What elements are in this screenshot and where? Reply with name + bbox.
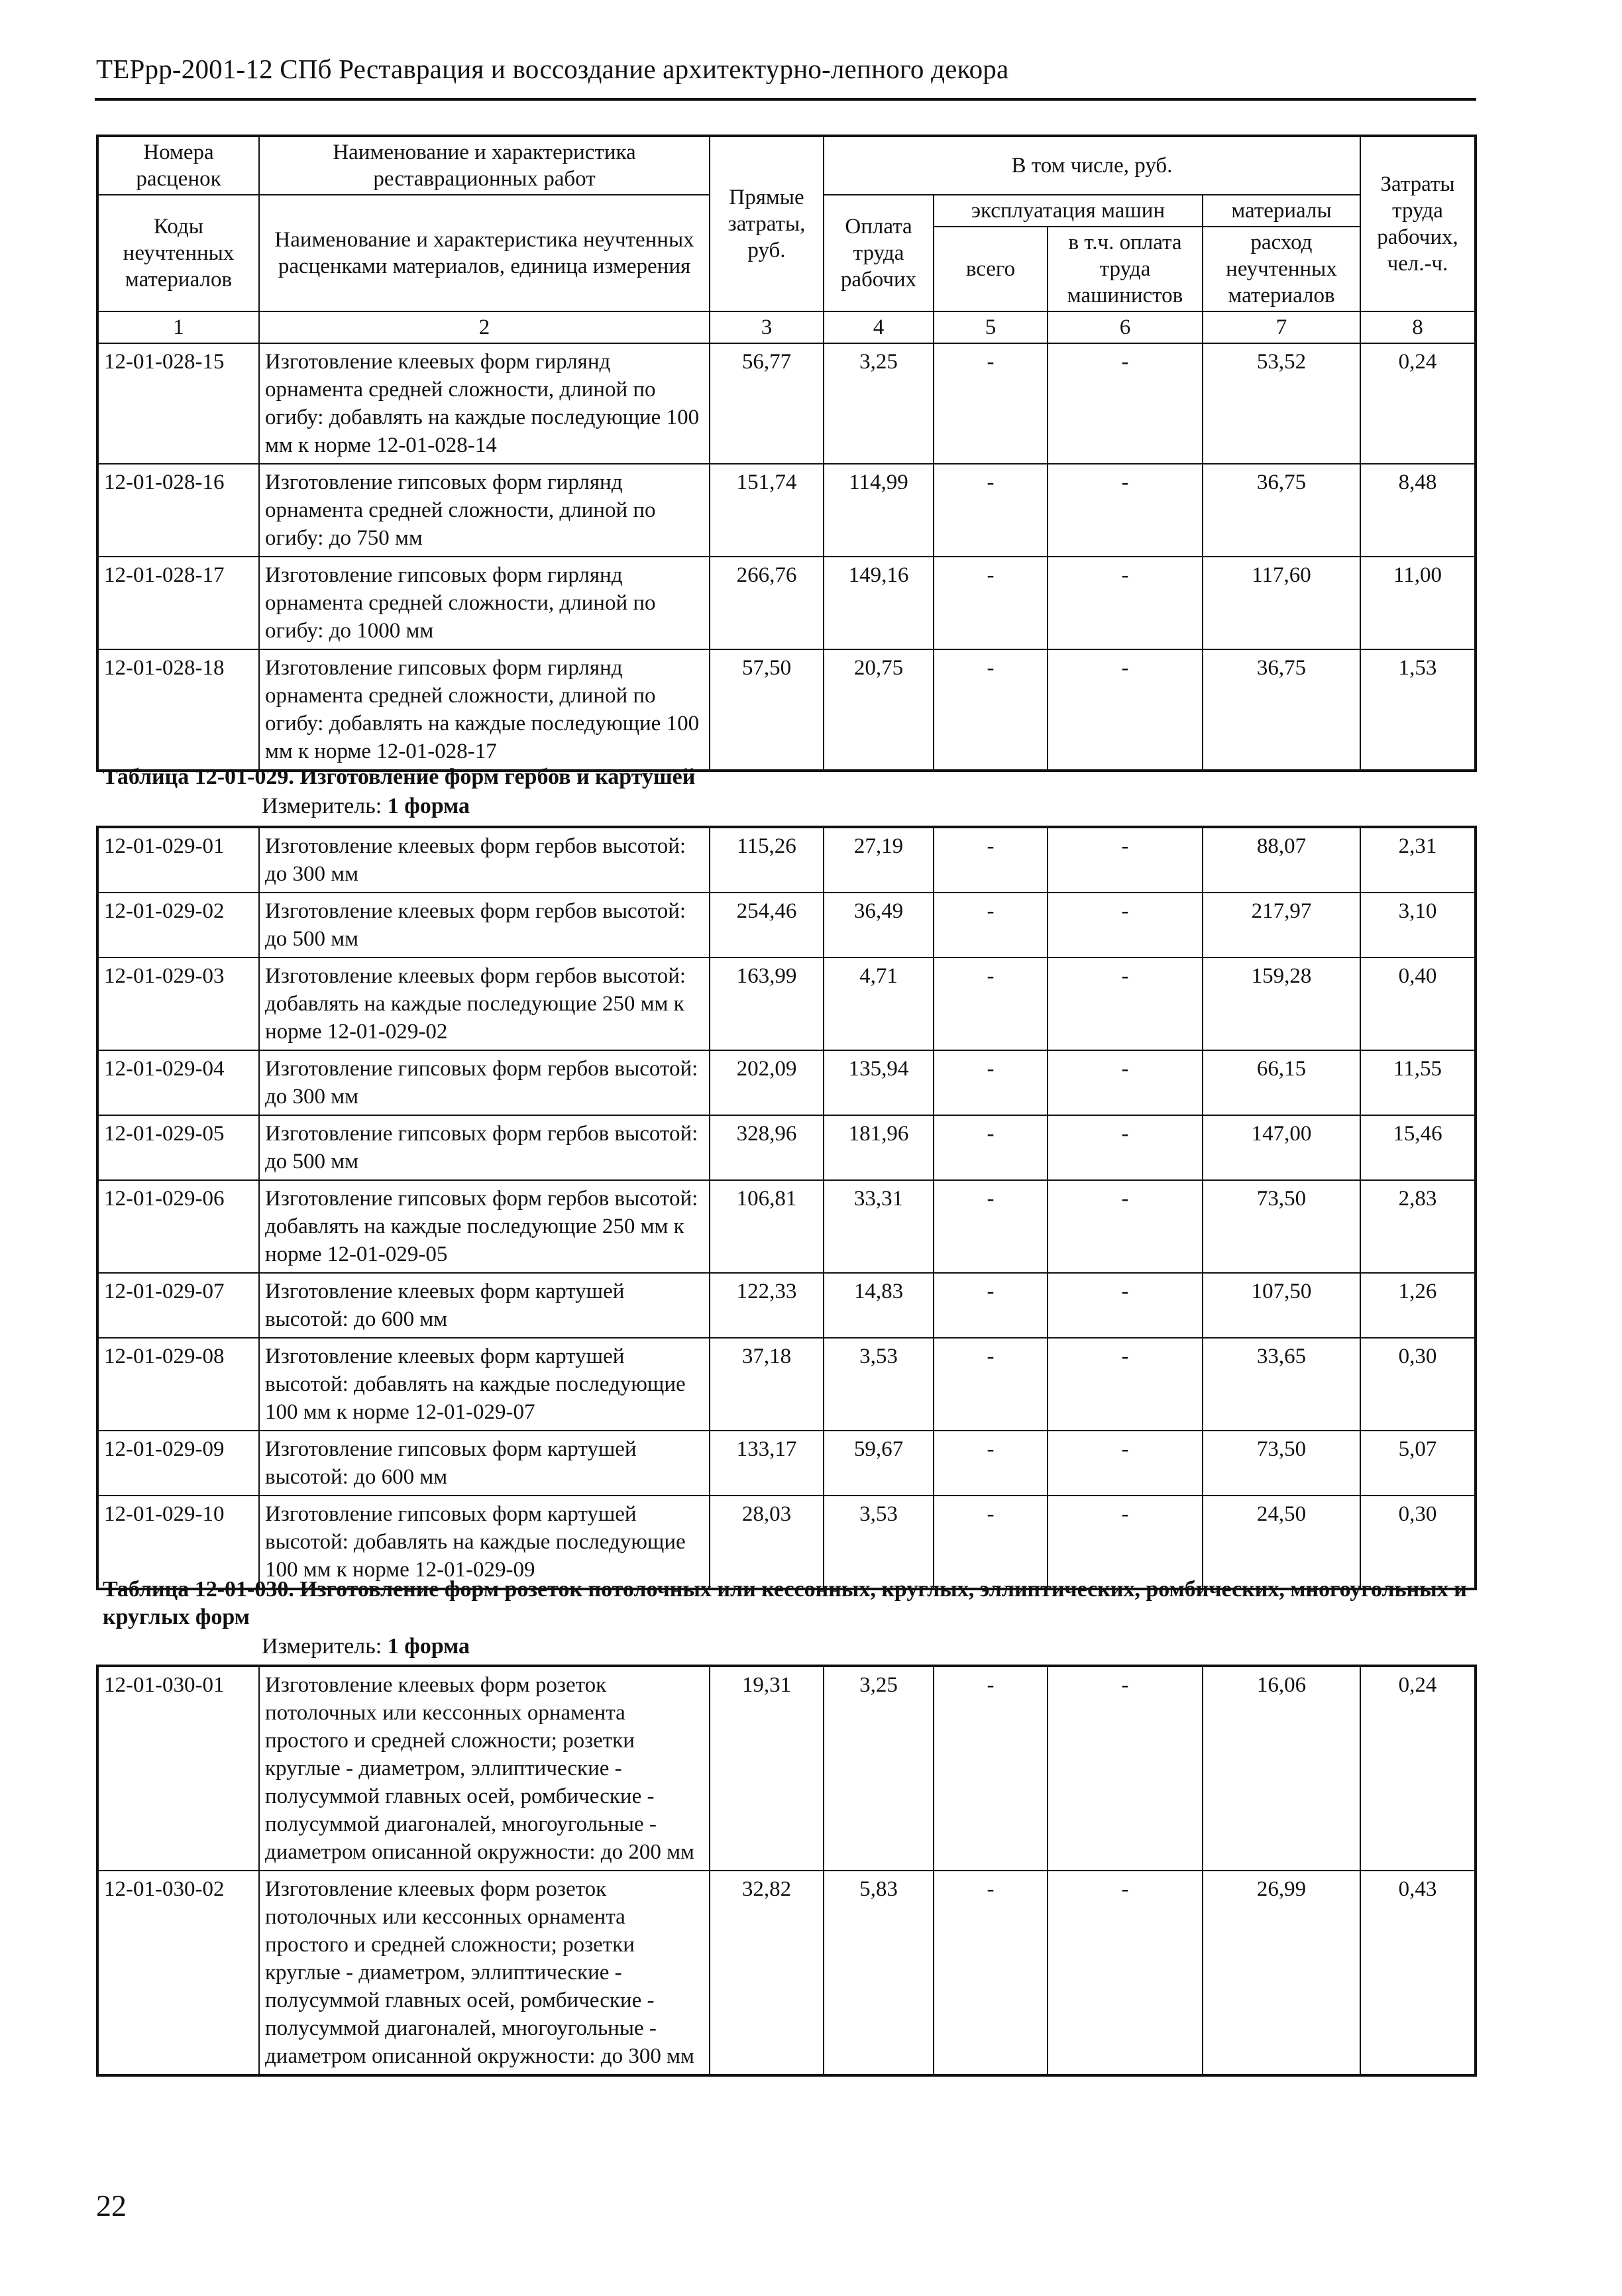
table-029 [96,826,1477,1590]
machine-labor: - [1048,1431,1203,1496]
rate-code: 12-01-029-02 [97,893,259,957]
header-materials: материалы [1203,195,1360,227]
materials-cost: 73,50 [1203,1180,1360,1273]
labor-pay: 36,49 [824,893,934,957]
machine-labor: - [1048,1273,1203,1338]
direct-costs: 37,18 [710,1338,824,1431]
direct-costs: 328,96 [710,1115,824,1180]
table-row [97,1431,1476,1496]
labor-hours: 0,24 [1360,1666,1476,1871]
labor-hours: 5,07 [1360,1431,1476,1496]
table-row [97,464,1476,557]
materials-cost: 107,50 [1203,1273,1360,1338]
table-row [97,1338,1476,1431]
work-description: Изготовление клеевых форм гербов высотой: добавлять на каждые последующие 250 мм к норме 12-01-029-02 [259,957,710,1050]
table-row [97,1050,1476,1115]
rate-code: 12-01-029-08 [97,1338,259,1431]
unit-value: 1 форма [387,794,470,818]
column-number: 3 [710,311,824,343]
direct-costs: 266,76 [710,557,824,649]
materials-cost: 53,52 [1203,343,1360,464]
unit-label: Измеритель: [262,794,382,818]
direct-costs: 32,82 [710,1871,824,2075]
rate-code: 12-01-029-03 [97,957,259,1050]
rate-code: 12-01-030-02 [97,1871,259,2075]
labor-hours: 8,48 [1360,464,1476,557]
table-row [97,557,1476,649]
direct-costs: 19,31 [710,1666,824,1871]
machine-total: - [934,649,1048,771]
materials-cost: 73,50 [1203,1431,1360,1496]
machine-labor: - [1048,957,1203,1050]
machine-total: - [934,1050,1048,1115]
labor-hours: 0,30 [1360,1338,1476,1431]
column-number: 6 [1048,311,1203,343]
direct-costs: 56,77 [710,343,824,464]
table-029-unit [262,793,470,820]
machine-labor: - [1048,1871,1203,2075]
table-row [97,1273,1476,1338]
table-row [97,1871,1476,2075]
labor-hours: 2,31 [1360,827,1476,893]
materials-cost: 36,75 [1203,649,1360,771]
rate-code: 12-01-029-06 [97,1180,259,1273]
work-description: Изготовление клеевых форм гирлянд орнамента средней сложности, длиной по огибу: добавлять на каждые последующие 100 мм к норме 12-01-028-14 [259,343,710,464]
column-numbers-row [97,311,1476,343]
header-name-bottom: Наименование и характеристика неучтенных расценками материалов, единица измерения [259,195,710,311]
labor-hours: 0,40 [1360,957,1476,1050]
work-description: Изготовление клеевых форм гербов высотой: до 300 мм [259,827,710,893]
labor-pay: 14,83 [824,1273,934,1338]
table-row [97,1180,1476,1273]
table-row [97,1666,1476,1871]
materials-cost: 26,99 [1203,1871,1360,2075]
table-row [97,827,1476,893]
labor-pay: 4,71 [824,957,934,1050]
direct-costs: 163,99 [710,957,824,1050]
work-description: Изготовление гипсовых форм картушей высотой: до 600 мм [259,1431,710,1496]
machine-total: - [934,893,1048,957]
table-row [97,957,1476,1050]
header-labor-hours: Затраты труда рабочих, чел.-ч. [1360,136,1476,311]
machine-total: - [934,1180,1048,1273]
machine-labor: - [1048,649,1203,771]
labor-pay: 5,83 [824,1871,934,2075]
labor-pay: 114,99 [824,464,934,557]
labor-pay: 33,31 [824,1180,934,1273]
labor-hours: 0,43 [1360,1871,1476,2075]
machine-labor: - [1048,1496,1203,1589]
work-description: Изготовление клеевых форм картушей высотой: до 600 мм [259,1273,710,1338]
work-description: Изготовление гипсовых форм гирлянд орнамента средней сложности, длиной по огибу: до 1000 мм [259,557,710,649]
page-title: ТЕРрр-2001-12 СПб Реставрация и воссоздание архитектурно-лепного декора [96,54,1009,84]
rate-code: 12-01-029-01 [97,827,259,893]
rate-code: 12-01-028-15 [97,343,259,464]
rate-code: 12-01-029-10 [97,1496,259,1589]
column-number: 1 [97,311,259,343]
header-labor-pay: Оплата труда рабочих [824,195,934,311]
work-description: Изготовление гипсовых форм гербов высотой: добавлять на каждые последующие 250 мм к норме 12-01-029-05 [259,1180,710,1273]
machine-labor: - [1048,343,1203,464]
header-codes-top: Номера расценок [97,136,259,195]
direct-costs: 151,74 [710,464,824,557]
table-row [97,343,1476,464]
machine-total: - [934,1273,1048,1338]
section-028-body [97,343,1476,771]
labor-pay: 3,53 [824,1338,934,1431]
machine-labor: - [1048,1338,1203,1431]
labor-pay: 135,94 [824,1050,934,1115]
header-codes-bottom: Коды неучтенных материалов [97,195,259,311]
work-description: Изготовление гипсовых форм гербов высотой: до 300 мм [259,1050,710,1115]
table-029-caption: Таблица 12-01-029. Изготовление форм гербов и картушей [103,765,696,789]
labor-pay: 59,67 [824,1431,934,1496]
work-description: Изготовление клеевых форм картушей высотой: добавлять на каждые последующие 100 мм к норме 12-01-029-07 [259,1338,710,1431]
materials-cost: 16,06 [1203,1666,1360,1871]
column-number: 8 [1360,311,1476,343]
machine-total: - [934,827,1048,893]
machine-total: - [934,1871,1048,2075]
machine-total: - [934,1666,1048,1871]
table-row [97,649,1476,771]
labor-hours: 1,53 [1360,649,1476,771]
materials-cost: 33,65 [1203,1338,1360,1431]
direct-costs: 122,33 [710,1273,824,1338]
header-materials-unaccounted: расход неучтенных материалов [1203,227,1360,311]
work-description: Изготовление клеевых форм гербов высотой: до 500 мм [259,893,710,957]
work-description: Изготовление гипсовых форм гербов высотой: до 500 мм [259,1115,710,1180]
labor-hours: 11,00 [1360,557,1476,649]
unit-value: 1 форма [387,1634,470,1659]
machine-labor: - [1048,1050,1203,1115]
rate-code: 12-01-029-04 [97,1050,259,1115]
machine-labor: - [1048,893,1203,957]
rate-code: 12-01-028-17 [97,557,259,649]
work-description: Изготовление гипсовых форм картушей высотой: добавлять на каждые последующие 100 мм к норме 12-01-029-09 [259,1496,710,1589]
table-row [97,1115,1476,1180]
work-description: Изготовление гипсовых форм гирлянд орнамента средней сложности, длиной по огибу: до 750 мм [259,464,710,557]
header-including: В том числе, руб. [824,136,1360,195]
labor-pay: 3,25 [824,343,934,464]
table-030-unit [262,1633,470,1661]
machine-labor: - [1048,827,1203,893]
rate-code: 12-01-029-07 [97,1273,259,1338]
title-divider [95,98,1476,101]
machine-labor: - [1048,1180,1203,1273]
materials-cost: 36,75 [1203,464,1360,557]
work-description: Изготовление гипсовых форм гирлянд орнамента средней сложности, длиной по огибу: добавлять на каждые последующие 100 мм к норме 12-01-028-17 [259,649,710,771]
direct-costs: 28,03 [710,1496,824,1589]
labor-pay: 3,53 [824,1496,934,1589]
machine-labor: - [1048,464,1203,557]
materials-cost: 217,97 [1203,893,1360,957]
labor-hours: 15,46 [1360,1115,1476,1180]
section-029-body [97,827,1476,1589]
machine-total: - [934,1338,1048,1431]
rate-code: 12-01-029-05 [97,1115,259,1180]
machine-labor: - [1048,557,1203,649]
column-number: 2 [259,311,710,343]
rate-code: 12-01-028-18 [97,649,259,771]
header-machine-labor: в т.ч. оплата труда машинистов [1048,227,1203,311]
materials-cost: 147,00 [1203,1115,1360,1180]
machine-labor: - [1048,1666,1203,1871]
table-row [97,893,1476,957]
labor-hours: 3,10 [1360,893,1476,957]
labor-pay: 3,25 [824,1666,934,1871]
direct-costs: 254,46 [710,893,824,957]
materials-cost: 159,28 [1203,957,1360,1050]
table-030-caption: Таблица 12-01-030. Изготовление форм розеток потолочных или кессонных, круглых, эллиптических, ромбических, многоугольных и круглых форм [103,1577,1467,1629]
rate-code: 12-01-028-16 [97,464,259,557]
labor-hours: 2,83 [1360,1180,1476,1273]
machine-total: - [934,1115,1048,1180]
header-name-top: Наименование и характеристика реставрационных работ [259,136,710,195]
table-row [97,1496,1476,1589]
machine-total: - [934,343,1048,464]
labor-pay: 27,19 [824,827,934,893]
materials-cost: 117,60 [1203,557,1360,649]
header-machine-total: всего [934,227,1048,311]
page-number: 22 [96,2189,127,2222]
direct-costs: 115,26 [710,827,824,893]
header-table [96,135,1477,772]
rate-code: 12-01-030-01 [97,1666,259,1871]
materials-cost: 24,50 [1203,1496,1360,1589]
column-number: 7 [1203,311,1360,343]
labor-hours: 0,30 [1360,1496,1476,1589]
machine-total: - [934,557,1048,649]
column-number: 5 [934,311,1048,343]
materials-cost: 88,07 [1203,827,1360,893]
direct-costs: 133,17 [710,1431,824,1496]
section-030-body [97,1666,1476,2075]
table-030 [96,1665,1477,2077]
machine-total: - [934,1496,1048,1589]
work-description: Изготовление клеевых форм розеток потолочных или кессонных орнамента простого и средней сложности; розетки круглые - диаметром, эллиптические - полусуммой главных осей, ромбические - полусуммой диагоналей, многоугольные - диаметром описанной окружности: до 300 мм [259,1871,710,2075]
labor-hours: 1,26 [1360,1273,1476,1338]
work-description: Изготовление клеевых форм розеток потолочных или кессонных орнамента простого и средней сложности; розетки круглые - диаметром, эллиптические - полусуммой главных осей, ромбические - полусуммой диагоналей, многоугольные - диаметром описанной окружности: до 200 мм [259,1666,710,1871]
machine-total: - [934,1431,1048,1496]
header-machine-ops: эксплуатация машин [934,195,1203,227]
labor-hours: 11,55 [1360,1050,1476,1115]
labor-pay: 149,16 [824,557,934,649]
machine-total: - [934,464,1048,557]
header-direct-costs: Прямые затраты, руб. [710,136,824,311]
column-number: 4 [824,311,934,343]
unit-label: Измеритель: [262,1634,382,1659]
rate-code: 12-01-029-09 [97,1431,259,1496]
labor-hours: 0,24 [1360,343,1476,464]
labor-pay: 181,96 [824,1115,934,1180]
materials-cost: 66,15 [1203,1050,1360,1115]
direct-costs: 202,09 [710,1050,824,1115]
machine-total: - [934,957,1048,1050]
machine-labor: - [1048,1115,1203,1180]
direct-costs: 57,50 [710,649,824,771]
direct-costs: 106,81 [710,1180,824,1273]
labor-pay: 20,75 [824,649,934,771]
